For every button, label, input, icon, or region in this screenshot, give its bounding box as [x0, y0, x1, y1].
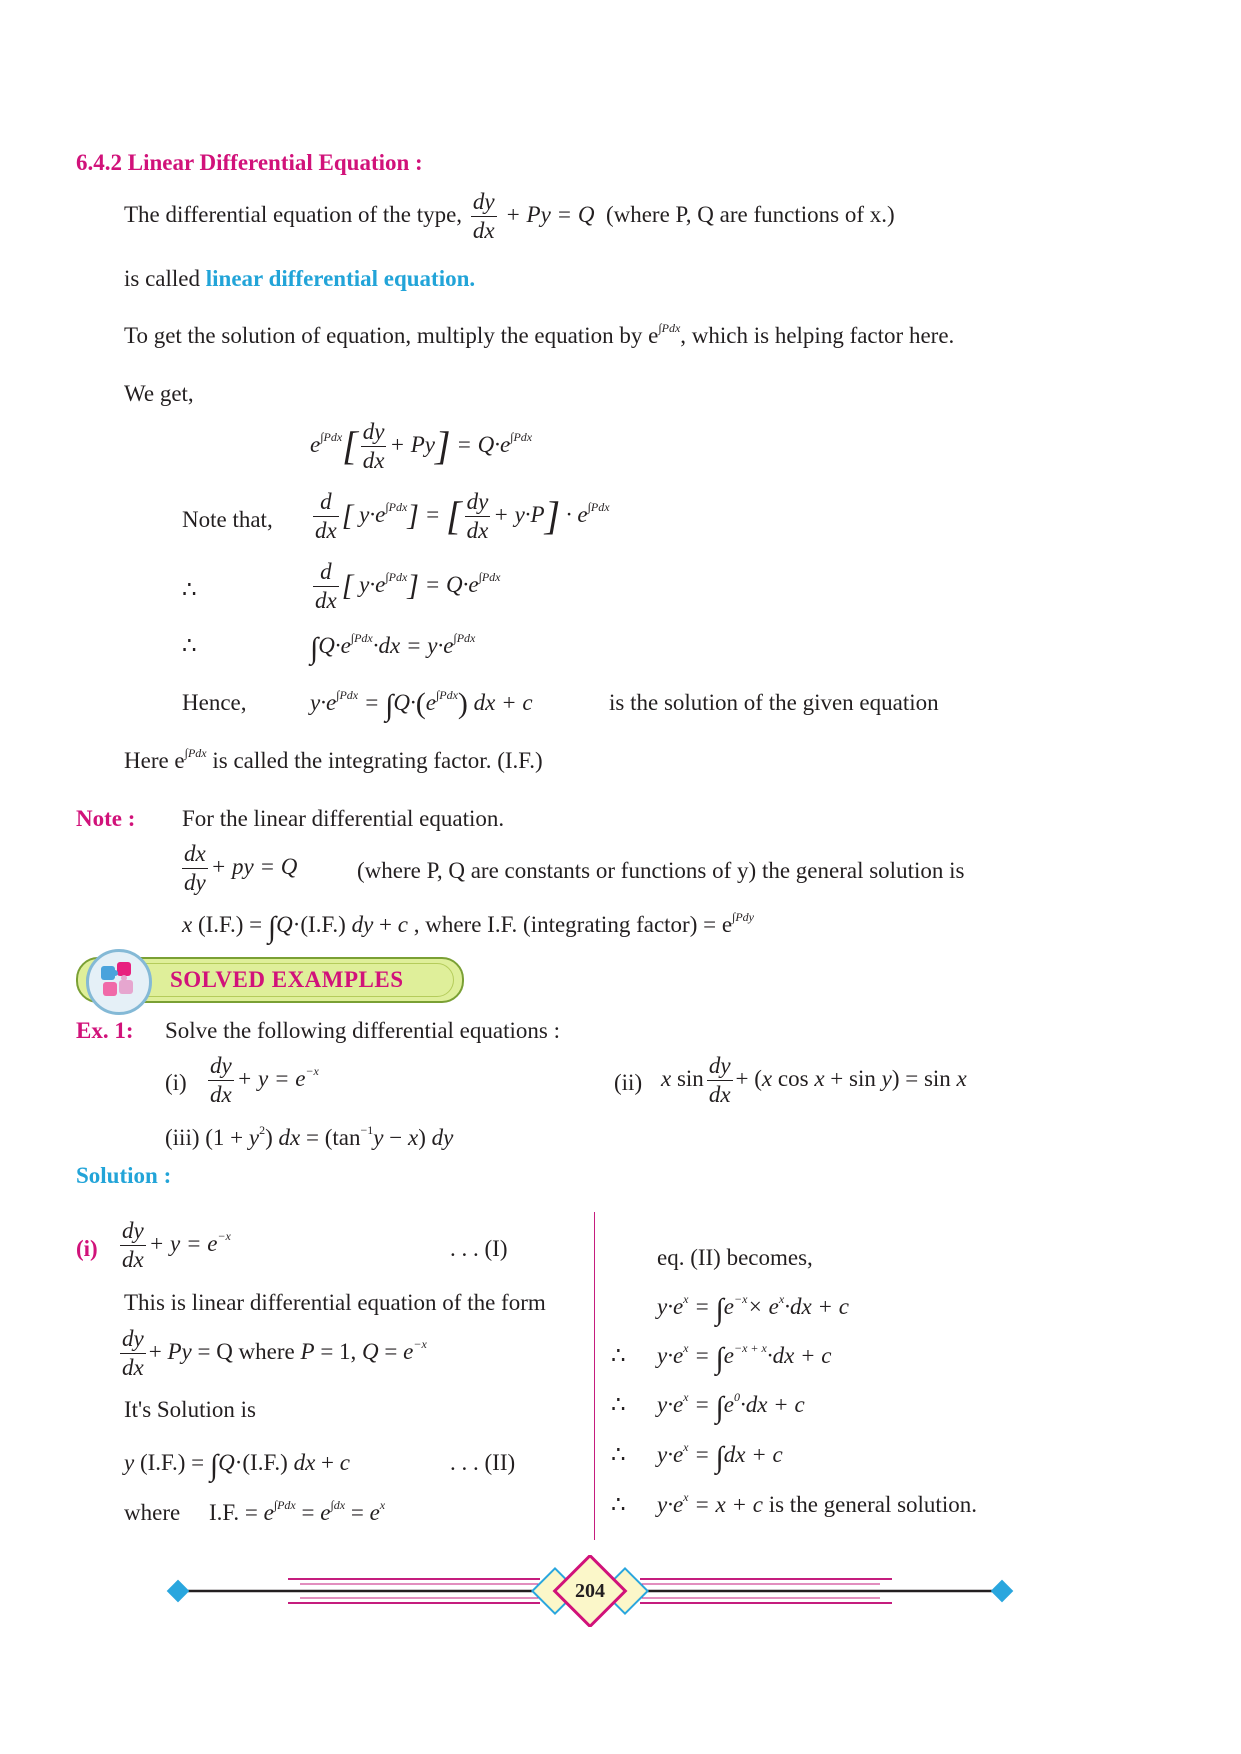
example-item-iii-label: (iii)	[165, 1125, 200, 1150]
intro-equation-rest: + Py = Q	[505, 201, 595, 227]
note-equation: $\frac{dx}{dy}$ + py = Q	[184, 841, 298, 895]
derivation-eq-1: $e^{\int Pdx}$[ $\frac{dy}{dx}$ + $Py] = Q\cdot e^{\int Pdx}$	[310, 419, 533, 473]
where-label: where	[124, 1500, 181, 1525]
if-eq: I.F. = $e^{\int Pdx} = e^{\int dx} = e^x$	[209, 1498, 386, 1525]
part-i-label: (i)	[76, 1236, 98, 1261]
solution-intro-before: To get the solution of equation, multiply the equation by e	[124, 323, 659, 348]
right-eq-3: $y\cdot e^x = \int e^0\cdot dx + c$	[657, 1390, 805, 1424]
therefore-2: ∴	[182, 633, 197, 658]
solution-intro-after: , which is helping factor here.	[680, 323, 955, 348]
eq-tag-1: . . . (I)	[450, 1236, 508, 1261]
here-if-exponent: ∫Pdx	[184, 746, 207, 760]
right-eq-5: $y\cdot e^x = x + c$ is the general solution.	[657, 1490, 977, 1517]
right-eq-4: $y\cdot e^x = \int dx + c$	[657, 1440, 783, 1474]
hence-label: Hence,	[182, 690, 247, 715]
form-eq: $\frac{dy}{dx}$ + Py = Q where P = 1, $Q = e^{-x}$	[122, 1326, 427, 1380]
right-therefore-1: ∴	[611, 1343, 626, 1368]
fraction-dy-dx: $\frac{dy}{dx}$	[472, 189, 495, 243]
page-number: 204	[575, 1580, 605, 1602]
note-label: Note :	[76, 806, 136, 831]
example-item-iii: (iii) $(1 + y^2)$ dx = $(\tan^{-1}y - x)$ dy	[165, 1123, 454, 1150]
solution-label: Solution :	[76, 1163, 172, 1188]
hence-tail: is the solution of the given equation	[609, 690, 939, 715]
intro-line	[124, 188, 895, 245]
column-divider	[594, 1212, 595, 1540]
example-label: Ex. 1:	[76, 1018, 134, 1043]
solution-intro-line	[124, 323, 954, 349]
eq-ii-becomes: eq. (II) becomes,	[657, 1245, 813, 1270]
is-called-line	[124, 266, 475, 292]
eq-tag-2: . . . (II)	[450, 1450, 516, 1475]
note-line-3: x (I.F.) = ∫Q·(I.F.) dy + c , where I.F. (integrating factor) = $e^{\int Pdy}$	[182, 910, 754, 944]
right-therefore-4: ∴	[611, 1492, 626, 1517]
intro-lead: The differential equation of the type,	[124, 201, 463, 227]
therefore-1: ∴	[182, 577, 197, 602]
part-i-eq: $\frac{dy}{dx}$ + $y = e^{-x}$	[122, 1218, 231, 1272]
example-prompt: Solve the following differential equations :	[165, 1018, 560, 1043]
intro-condition: (where P, Q are functions of x.)	[605, 201, 895, 227]
term-linear-de: linear differential equation.	[205, 266, 476, 291]
right-therefore-3: ∴	[611, 1442, 626, 1467]
form-text: This is linear differential equation of the form	[124, 1290, 546, 1315]
here-if-before: Here e	[124, 748, 185, 773]
note-line-1: For the linear differential equation.	[182, 806, 505, 831]
right-eq-1: $y\cdot e^x = \int e^{-x}\times e^x\cdot dx + c$	[657, 1292, 849, 1326]
example-item-i-label: (i)	[165, 1070, 187, 1095]
here-if-line	[124, 748, 543, 774]
right-conclusion: is the general solution.	[768, 1492, 977, 1517]
derivation-eq-2: $\frac{d}{dx}$ [ $y\cdot e^{\int Pdx}$] = [ $\frac{dy}{dx}$ + $y\cdot P] \cdot e^{\int Pdx}$	[315, 489, 610, 543]
note-line3-tail: , where I.F. (integrating factor) = e	[413, 912, 733, 937]
solved-examples-title: SOLVED EXAMPLES	[170, 967, 404, 992]
note-that-label: Note that,	[182, 507, 273, 532]
here-if-after: is called the integrating factor. (I.F.)	[212, 748, 543, 773]
note-condition: (where P, Q are constants or functions of y) the general solution is	[357, 858, 965, 883]
note-line3-exp: ∫Pdy	[732, 910, 754, 924]
example-item-ii-eq: x sin $\frac{dy}{dx}$ + (x cos x + sin y) = sin x	[661, 1053, 967, 1107]
puzzle-icon	[86, 949, 152, 1015]
example-item-ii-label: (ii)	[614, 1070, 643, 1095]
derivation-eq-3: $\frac{d}{dx}$ [ $y\cdot e^{\int Pdx}] = Q\cdot e^{\int Pdx}$	[315, 559, 501, 613]
solution-intro-exponent: ∫Pdx	[658, 321, 681, 335]
we-get: We get,	[124, 381, 194, 406]
right-eq-2: $y\cdot e^x = \int e^{-x + x}\cdot dx + c$	[657, 1341, 832, 1375]
is-called-text: is called	[124, 266, 200, 291]
section-heading: 6.4.2 Linear Differential Equation :	[76, 150, 423, 175]
general-solution-eq: y (I.F.) = ∫Q·(I.F.) dx + c	[124, 1449, 350, 1482]
derivation-eq-4: $\int Q\cdot e^{\int Pdx}\cdot dx = y\cdot e^{\int Pdx}$	[310, 631, 476, 665]
derivation-eq-5: $y\cdot e^{\int Pdx} = \int Q\cdot(e^{\int Pdx})$ dx + c	[310, 687, 533, 722]
example-item-i-eq: $\frac{dy}{dx}$ + $y = e^{-x}$	[210, 1053, 319, 1107]
its-solution: It's Solution is	[124, 1397, 256, 1422]
right-therefore-2: ∴	[611, 1392, 626, 1417]
